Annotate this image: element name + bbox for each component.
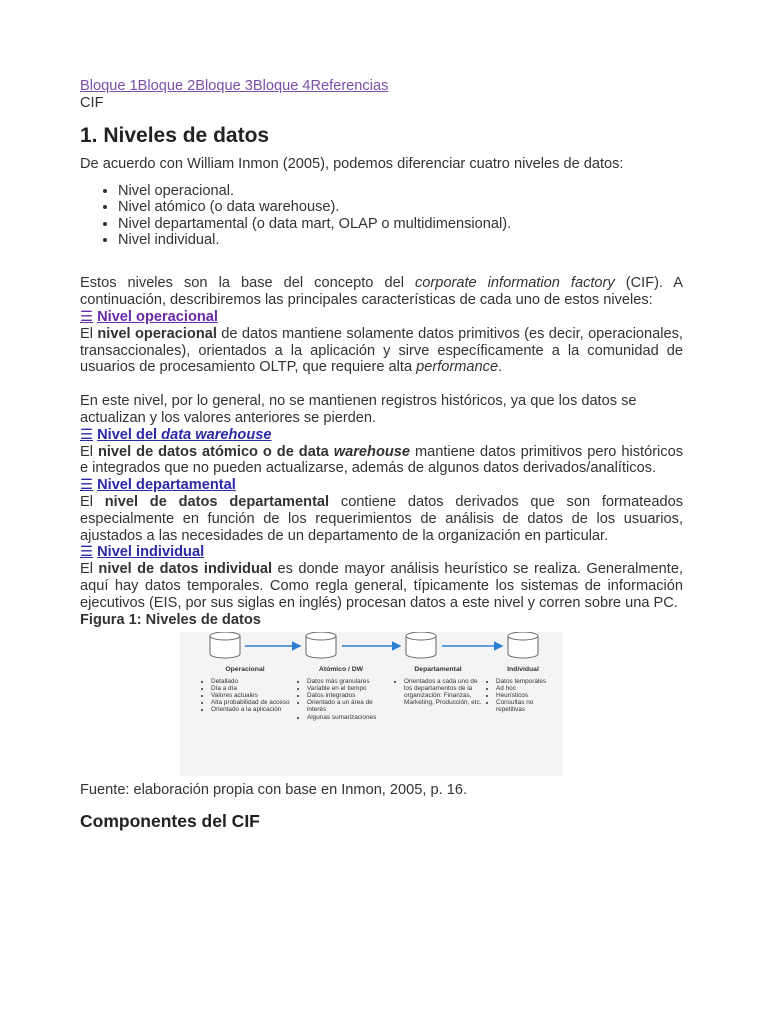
- database-icon: [406, 632, 436, 658]
- column-title: Departamental: [414, 666, 462, 674]
- intro-paragraph: De acuerdo con William Inmon (2005), podemos diferenciar cuatro niveles de datos:: [80, 156, 624, 173]
- text: es donde mayor análisis heurístico se realiza. Generalmente, aquí hay datos temporales. Como regla general, típicamente los sistemas de información ejecutivos (EIS, por sus siglas en inglés) procesan datos a este nivel y corren sobre una PC.: [80, 561, 683, 611]
- column-list: [296, 678, 386, 721]
- column-list: [485, 678, 561, 714]
- text: mantiene datos primitivos pero históricos e integrados que no pueden actualizarse, además de algunos datos derivados/analíticos.: [80, 443, 684, 477]
- text-bold: nivel de datos individual: [98, 561, 273, 578]
- list-item: • Día a día: [211, 685, 290, 692]
- heading-text: Nivel departamental: [97, 477, 236, 494]
- text: El: [80, 325, 98, 342]
- list-item: • Datos más granulares: [307, 678, 386, 685]
- figure-column-departamental: [393, 666, 483, 706]
- list-item: • Nivel atómico (o data warehouse).: [118, 199, 683, 215]
- figure-source: Fuente: elaboración propia con base en Inmon, 2005, p. 16.: [80, 782, 468, 799]
- section-subheading: Componentes del CIF: [80, 811, 260, 832]
- individual-paragraph: [80, 561, 683, 611]
- column-list: [200, 678, 290, 714]
- figure-column-atomico: [296, 666, 386, 720]
- text-bold: nivel de datos departamental: [104, 493, 330, 510]
- base-text-em: corporate information factory: [414, 275, 615, 292]
- text-bold: nivel de datos atómico o de data: [97, 443, 334, 460]
- column-list: [393, 678, 483, 707]
- menu-icon: ☰: [80, 308, 94, 325]
- list-item: • Orientado a un área de interés: [307, 699, 386, 713]
- heading-nivel-individual[interactable]: [80, 544, 683, 561]
- nav-link-bloque-4[interactable]: Bloque 4: [252, 78, 311, 94]
- operacional-paragraph: [80, 326, 683, 376]
- heading-text: Nivel operacional: [97, 308, 218, 325]
- heading-nivel-data-warehouse[interactable]: [80, 427, 683, 444]
- figure-column-operacional: [200, 666, 290, 713]
- column-title: Individual: [507, 666, 539, 674]
- list-item: • Consultas no repetitivas: [496, 699, 561, 713]
- text: El: [80, 493, 105, 510]
- text: El: [80, 561, 99, 578]
- database-icon: [306, 632, 336, 658]
- operacional-history-paragraph: En este nivel, por lo general, no se mantienen registros históricos, ya que los datos se actualizan y los valores anteriores se pierden.: [80, 393, 637, 426]
- heading-link[interactable]: [80, 477, 236, 493]
- list-item: • Orientados a cada uno de los departamentos de la organización: Finanzas, Marketing, Producción, etc.: [404, 678, 483, 707]
- departamental-paragraph: [80, 494, 683, 544]
- list-item: • Alta probabilidad de acceso: [211, 699, 290, 706]
- list-item: • Algunas sumarizaciones: [307, 714, 386, 721]
- list-item: • Heurísticos: [496, 692, 561, 699]
- list-item: • Valores actuales: [211, 692, 290, 699]
- menu-icon: ☰: [80, 544, 94, 561]
- nav-link-bloque-2[interactable]: Bloque 2: [137, 78, 196, 94]
- list-item: • Detallado: [211, 678, 290, 685]
- text: .: [498, 359, 503, 376]
- base-text-pre: Estos niveles son la base del concepto del: [80, 275, 415, 292]
- text: contiene datos derivados que son formateados especialmente en función de los requerimientos de análisis de datos de los usuarios, ajustados a las necesidades de un departamento de la organización en particular.: [80, 493, 683, 544]
- text-bold-em: warehouse: [333, 443, 411, 460]
- heading-nivel-operacional[interactable]: [80, 309, 683, 326]
- text: El: [80, 443, 98, 460]
- database-icon: [508, 632, 538, 658]
- figure-column-individual: [485, 666, 561, 713]
- block-navigation: [80, 78, 683, 95]
- list-item: • Nivel individual.: [118, 232, 683, 248]
- heading-text: Nivel individual: [97, 544, 205, 561]
- list-item: • Ad hoc: [496, 685, 561, 692]
- list-item: • Orientado a la aplicación: [211, 706, 290, 713]
- document-content: [80, 78, 683, 830]
- section-label: CIF: [80, 94, 104, 111]
- nav-link-bloque-1[interactable]: Bloque 1: [80, 78, 138, 94]
- list-item: • Nivel departamental (o data mart, OLAP o multidimensional).: [118, 216, 683, 232]
- column-title: Atómico / DW: [318, 666, 364, 674]
- menu-icon: ☰: [80, 477, 94, 494]
- heading-text-em: data warehouse: [161, 426, 272, 443]
- figure-caption: Figura 1: Niveles de datos: [80, 611, 261, 628]
- list-item: • Nivel operacional.: [118, 183, 683, 199]
- list-item: • Variable en el tiempo: [307, 685, 386, 692]
- heading-text: Nivel del: [97, 426, 162, 443]
- text-bold: nivel operacional: [97, 325, 217, 342]
- levels-figure: [180, 632, 563, 776]
- menu-icon: ☰: [80, 426, 94, 443]
- text: de datos mantiene solamente datos primitivos (es decir, operacionales, transaccionales), orientados a la aplicación y sirve específicamente a la comunidad de usuarios de procesamiento OLTP, que requiere alta: [80, 325, 683, 376]
- column-title: Operacional: [225, 666, 265, 674]
- heading-link[interactable]: [80, 309, 218, 325]
- text-em: performance: [416, 359, 499, 376]
- database-icon: [210, 632, 240, 658]
- list-item: • Datos integrados: [307, 692, 386, 699]
- heading-link[interactable]: [80, 544, 204, 560]
- atomico-paragraph: [80, 444, 683, 478]
- nav-link-bloque-3[interactable]: Bloque 3: [195, 78, 253, 94]
- nav-link-referencias[interactable]: Referencias: [310, 78, 389, 94]
- page-title: 1. Niveles de datos: [80, 123, 270, 147]
- heading-nivel-departamental[interactable]: [80, 477, 683, 494]
- base-text-post: (CIF). A continuación, describiremos las principales características de cada uno de estos niveles:: [80, 275, 684, 309]
- levels-list: [80, 183, 683, 248]
- list-item: • Datos temporales: [496, 678, 561, 685]
- base-paragraph: [80, 275, 683, 309]
- heading-link[interactable]: [80, 427, 271, 443]
